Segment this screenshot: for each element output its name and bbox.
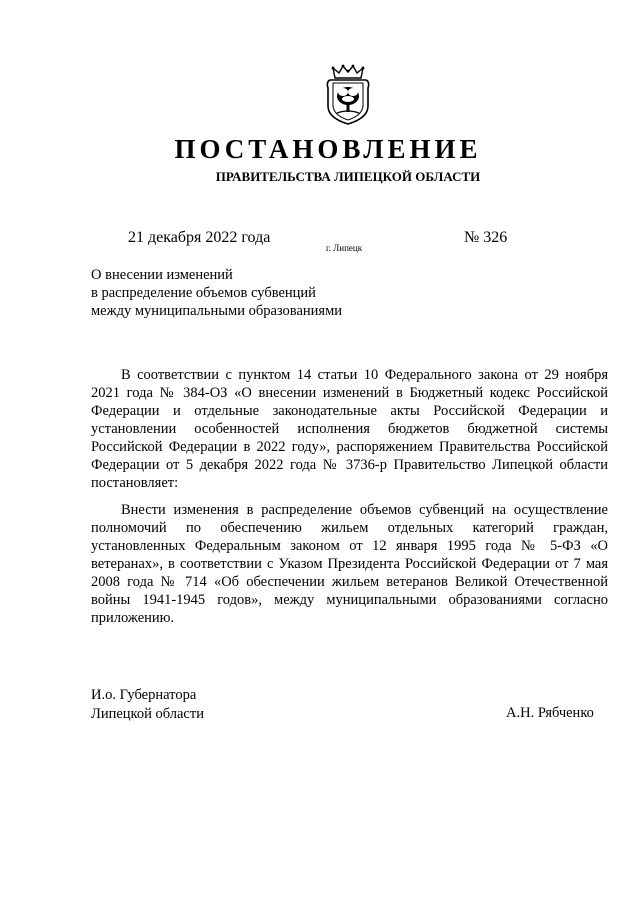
document-body	[91, 366, 608, 636]
signatory-position	[91, 686, 204, 724]
body-paragraph: Внести изменения в распределение объемов субвенций на осуществление полномочий по обеспечению жильем отдельных категорий граждан, установленных Федеральным законом от 12 января 1995 года № 5-ФЗ «О ветеранах», в соответствии с Указом Президента Российской Федерации от 7 мая 2008 года № 714 «Об обеспечении жильем ветеранов Великой Отечественной войны 1941-1945 годов», между муниципальными образованиями согласно приложению.	[91, 502, 608, 626]
subject-line: в распределение объемов субвенций	[91, 285, 316, 301]
signatory-position-line: И.о. Губернатора	[91, 687, 197, 703]
body-paragraph: В соответствии с пунктом 14 статьи 10 Федерального закона от 29 ноября 2021 года № 384-ОЗ «О внесении изменений в Бюджетный кодекс Российской Федерации и отдельные законодательные акты Российской Федерации и установлении особенностей исполнения бюджетов бюджетной системы Российской Федерации в 2022 году», распоряжением Правительства Российской Федерации от 5 декабря 2022 года № 3736-р Правительство Липецкой области постановляет:	[91, 367, 608, 491]
coat-of-arms-icon	[323, 64, 373, 126]
subject-line: между муниципальными образованиями	[91, 303, 343, 319]
document-title: ПОСТАНОВЛЕНИЕ	[174, 134, 482, 164]
document-place: г. Липецк	[326, 243, 363, 253]
document-number: № 326	[464, 229, 508, 246]
document-date: 21 декабря 2022 года	[128, 229, 271, 246]
signatory-name: А.Н. Рябченко	[506, 705, 594, 721]
subject-line: О внесении изменений	[91, 267, 233, 283]
signatory-position-line: Липецкой области	[91, 706, 204, 722]
document-issuer: ПРАВИТЕЛЬСТВА ЛИПЕЦКОЙ ОБЛАСТИ	[215, 169, 481, 184]
document-subject	[91, 266, 342, 320]
